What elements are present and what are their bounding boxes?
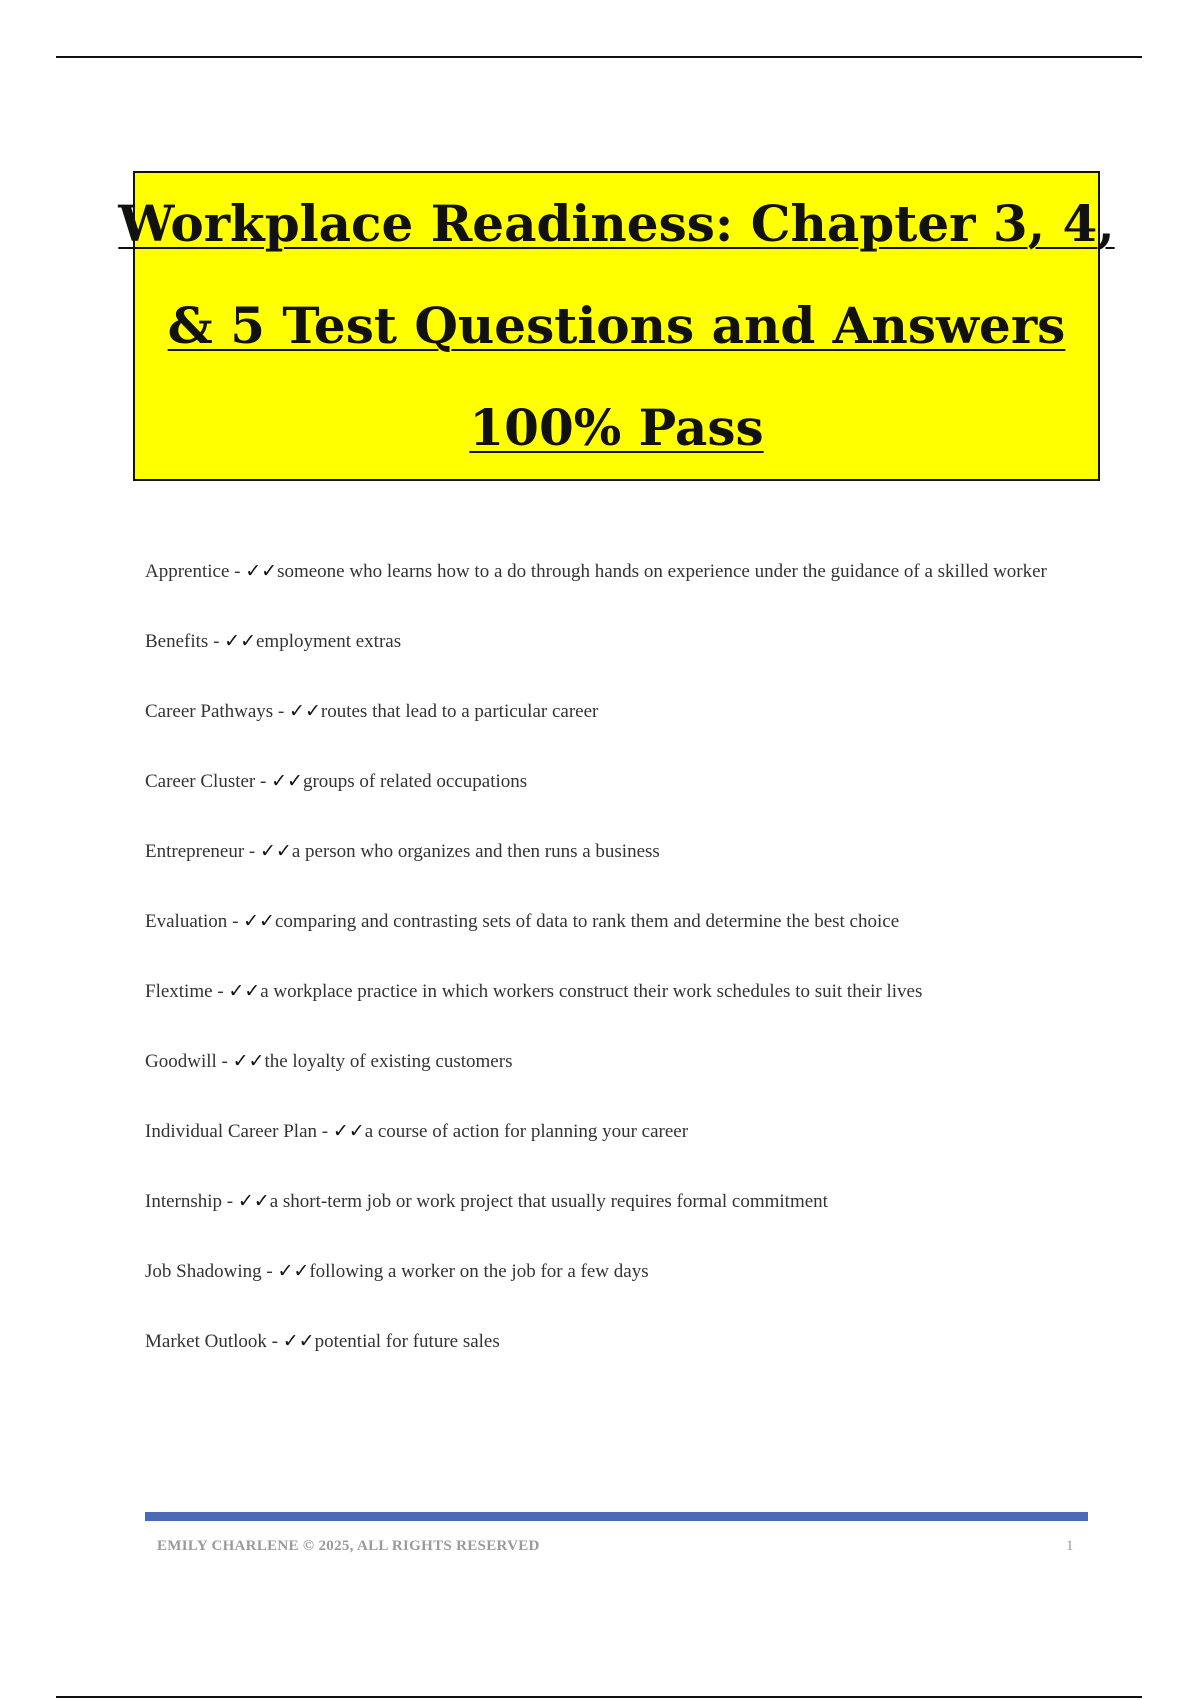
term-name: Goodwill: [145, 1051, 217, 1072]
term-separator: -: [255, 771, 272, 792]
term-separator: -: [261, 1261, 278, 1282]
term-name: Flextime: [145, 981, 213, 1002]
term-entry: [145, 1176, 1095, 1228]
top-rule: [56, 56, 1142, 58]
term-separator: -: [208, 631, 225, 652]
checkmark-icon: ✓✓: [232, 1051, 265, 1072]
term-entry: [145, 896, 1095, 948]
term-name: Individual Career Plan: [145, 1121, 318, 1142]
term-definition: routes that lead to a particular career: [320, 701, 599, 722]
term-definition: comparing and contrasting sets of data to rank them and determine the best choice: [274, 911, 900, 932]
term-entry: [145, 616, 1095, 668]
term-separator: -: [222, 1191, 238, 1212]
bottom-rule: [56, 1696, 1142, 1698]
term-name: Evaluation: [145, 911, 228, 932]
title-line-2: & 5 Test Questions and Answers: [167, 296, 1066, 355]
terms-list: [145, 546, 1095, 1386]
checkmark-icon: ✓✓: [243, 911, 275, 932]
term-entry: [145, 826, 1095, 878]
term-entry: [145, 1036, 1095, 1088]
title-box: [118, 171, 1115, 481]
term-definition: a short-term job or work project that usually requires formal commitment: [269, 1191, 828, 1212]
term-definition: potential for future sales: [314, 1331, 500, 1352]
term-separator: -: [266, 1331, 283, 1352]
checkmark-icon: ✓✓: [289, 701, 321, 722]
term-name: Job Shadowing: [145, 1261, 262, 1282]
page-number: 1: [1066, 1538, 1074, 1554]
term-name: Benefits: [145, 631, 209, 652]
term-separator: -: [229, 561, 246, 582]
term-separator: -: [244, 841, 260, 862]
term-definition: following a worker on the job for a few days: [309, 1261, 649, 1282]
term-entry: [145, 1246, 1095, 1298]
term-entry: [145, 546, 1095, 598]
term-name: Career Pathways: [145, 701, 274, 722]
footer-copyright: EMILY CHARLENE © 2025, ALL RIGHTS RESERVED: [157, 1538, 540, 1554]
checkmark-icon: ✓✓: [277, 1261, 310, 1282]
term-name: Internship: [145, 1191, 223, 1212]
term-entry: [145, 756, 1095, 808]
checkmark-icon: ✓✓: [224, 631, 256, 652]
checkmark-icon: ✓✓: [237, 1191, 270, 1212]
checkmark-icon: ✓✓: [228, 981, 261, 1002]
term-definition: a person who organizes and then runs a business: [291, 841, 660, 862]
term-definition: a workplace practice in which workers construct their work schedules to suit their lives: [260, 981, 923, 1002]
checkmark-icon: ✓✓: [271, 771, 303, 792]
term-separator: -: [317, 1121, 333, 1142]
term-name: Entrepreneur: [145, 841, 245, 862]
term-entry: [145, 1316, 1095, 1368]
term-entry: [145, 1106, 1095, 1158]
term-separator: -: [227, 911, 244, 932]
term-name: Apprentice: [145, 561, 230, 582]
term-definition: the loyalty of existing customers: [264, 1051, 513, 1072]
checkmark-icon: ✓✓: [245, 561, 278, 582]
title-line-1: Workplace Readiness: Chapter 3, 4,: [118, 194, 1115, 253]
checkmark-icon: ✓✓: [332, 1121, 365, 1142]
term-definition: a course of action for planning your career: [364, 1121, 689, 1142]
term-separator: -: [273, 701, 290, 722]
term-name: Career Cluster: [145, 771, 256, 792]
term-entry: [145, 686, 1095, 738]
term-definition: someone who learns how to a do through hands on experience under the guidance of a skilled worker: [277, 561, 1047, 582]
term-separator: -: [216, 1051, 233, 1072]
term-definition: employment extras: [256, 631, 402, 652]
term-name: Market Outlook: [145, 1331, 267, 1352]
footer-bar: [145, 1512, 1088, 1521]
term-separator: -: [212, 981, 229, 1002]
checkmark-icon: ✓✓: [260, 841, 292, 862]
term-entry: [145, 966, 1095, 1018]
checkmark-icon: ✓✓: [282, 1331, 315, 1352]
term-definition: groups of related occupations: [302, 771, 528, 792]
title-line-3: 100% Pass: [469, 398, 764, 457]
